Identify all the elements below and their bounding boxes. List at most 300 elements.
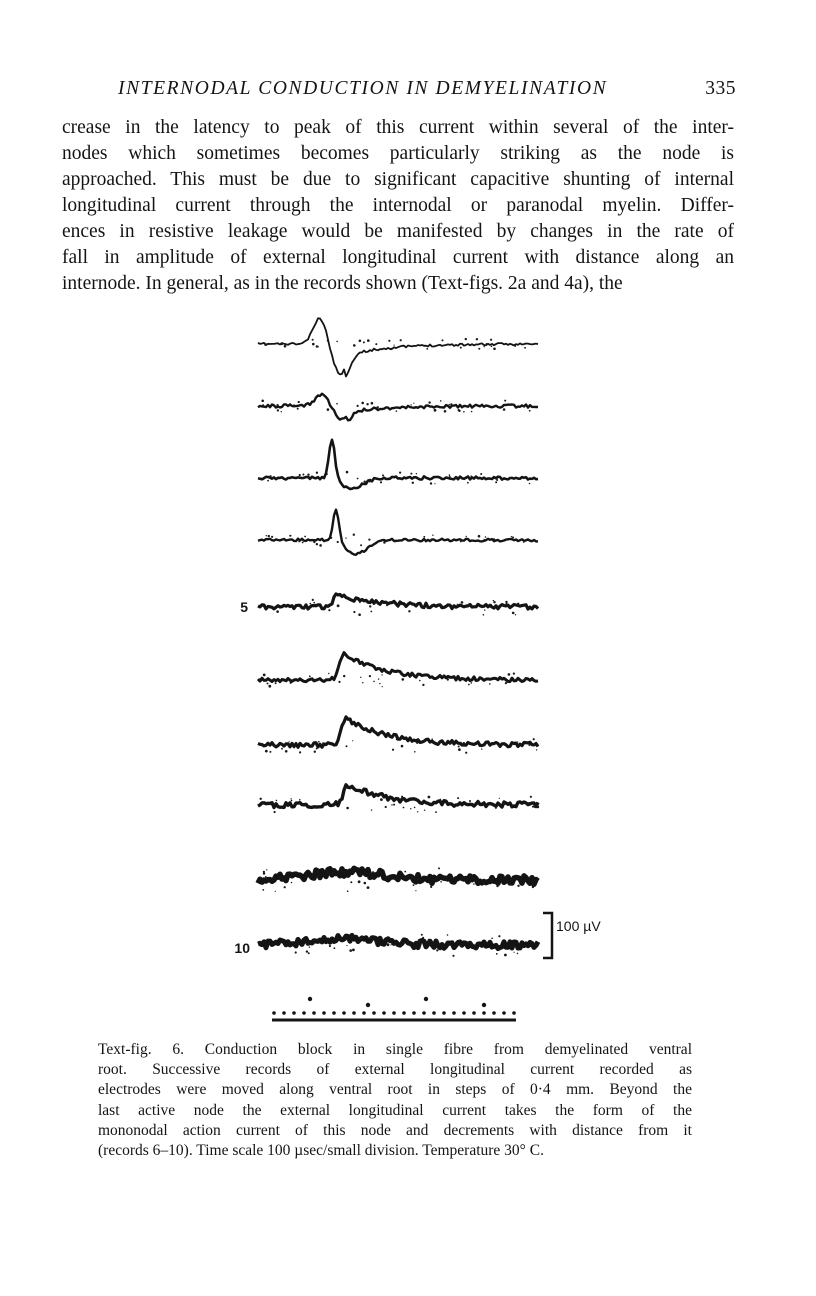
time-scale-small-dot xyxy=(302,1011,306,1015)
trace-speckle xyxy=(295,951,297,953)
trace-speckle xyxy=(458,746,460,748)
trace-speckle xyxy=(270,877,271,878)
trace-speckle xyxy=(330,537,332,539)
time-scale xyxy=(272,997,516,1020)
trace-speckle xyxy=(388,340,390,342)
trace-speckle xyxy=(360,544,362,546)
trace-speckle xyxy=(413,884,415,886)
time-scale-small-dot xyxy=(332,1011,336,1015)
trace-speckle xyxy=(316,472,318,474)
body-line: longitudinal current through the internodal or paranodal myelin. Differ- xyxy=(62,195,734,216)
trace-speckle xyxy=(447,678,449,680)
trace-speckle xyxy=(398,603,400,605)
trace-speckle xyxy=(456,476,458,478)
trace-speckle xyxy=(411,404,412,405)
trace-speckle xyxy=(493,600,494,601)
trace-speckle xyxy=(316,543,318,545)
trace-speckle xyxy=(512,536,514,538)
trace-speckle xyxy=(403,807,405,809)
trace-speckle xyxy=(358,880,361,883)
trace-record-2 xyxy=(258,394,538,421)
trace-speckle xyxy=(361,402,364,405)
trace-record-8 xyxy=(258,785,538,808)
trace-speckle xyxy=(315,604,317,606)
trace-speckle xyxy=(308,952,310,954)
trace-speckle xyxy=(349,599,350,600)
trace-speckle xyxy=(517,885,519,887)
trace-speckle xyxy=(400,339,402,341)
trace-speckle xyxy=(362,682,363,683)
time-scale-small-dot xyxy=(442,1011,446,1015)
time-scale-small-dot xyxy=(292,1011,296,1015)
trace-speckle xyxy=(423,536,425,538)
trace-speckle xyxy=(367,886,370,889)
caption-line: last active node the external longitudinal current takes the form of the xyxy=(98,1101,692,1119)
trace-speckle xyxy=(391,736,393,738)
trace-speckle xyxy=(386,604,388,606)
trace-speckle xyxy=(391,944,392,945)
trace-speckle xyxy=(503,408,506,411)
trace-speckle xyxy=(513,673,515,675)
trace-speckle xyxy=(418,940,420,942)
trace-speckle xyxy=(447,934,449,936)
trace-speckle xyxy=(286,681,287,682)
body-line: approached. This must be due to significant capacitive shunting of internal xyxy=(62,169,734,190)
caption-line: mononodal action current of this node and decrements with distance from it xyxy=(98,1121,692,1139)
trace-speckle xyxy=(396,410,398,412)
trace-speckle xyxy=(416,674,419,677)
trace-speckle xyxy=(470,475,472,477)
trace-speckle xyxy=(457,604,458,605)
trace-speckle xyxy=(473,883,475,885)
trace-speckle xyxy=(505,682,507,684)
trace-speckle xyxy=(375,343,377,345)
trace-speckle xyxy=(533,738,535,740)
trace-speckle xyxy=(461,601,464,604)
trace-speckle xyxy=(293,404,296,407)
trace-speckle xyxy=(337,541,339,543)
trace-speckle xyxy=(353,344,356,347)
trace-speckle xyxy=(390,348,392,350)
trace-speckle xyxy=(505,601,507,603)
trace-speckle xyxy=(512,612,515,615)
trace-speckle xyxy=(267,683,269,685)
trace-speckle xyxy=(401,796,403,798)
time-scale-small-dot xyxy=(342,1011,346,1015)
trace-speckle xyxy=(531,941,533,943)
trace-speckle xyxy=(417,811,418,812)
trace-speckle xyxy=(266,869,267,870)
trace-speckle xyxy=(276,800,278,802)
trace-speckle xyxy=(504,604,506,606)
trace-speckle xyxy=(313,602,315,604)
trace-speckle xyxy=(460,742,462,744)
trace-speckle xyxy=(348,941,350,943)
trace-speckle xyxy=(428,796,431,799)
caption-line: root. Successive records of external longitudinal current recorded as xyxy=(98,1061,692,1079)
trace-speckle xyxy=(515,614,516,615)
trace-speckle xyxy=(428,401,430,403)
trace-speckle xyxy=(450,403,452,405)
trace-speckle xyxy=(528,744,530,746)
trace-speckle xyxy=(442,339,444,341)
trace-speckle xyxy=(440,881,442,883)
time-scale-small-dot xyxy=(422,1011,426,1015)
trace-speckle xyxy=(263,872,265,874)
trace-speckle xyxy=(410,473,412,475)
trace-speckle xyxy=(307,474,309,476)
trace-speckle xyxy=(312,343,315,346)
trace-speckle xyxy=(468,684,470,686)
trace-speckle xyxy=(439,799,441,801)
trace-speckle xyxy=(471,682,473,684)
trace-speckle xyxy=(308,476,311,479)
trace-speckle xyxy=(421,934,423,936)
time-scale-major-dot xyxy=(424,997,428,1001)
trace-speckle xyxy=(533,744,535,746)
trace-speckle xyxy=(382,474,384,476)
time-scale-small-dot xyxy=(322,1011,326,1015)
trace-speckle xyxy=(378,678,379,679)
trace-speckle xyxy=(419,680,421,682)
trace-speckle xyxy=(529,410,531,412)
trace-speckle xyxy=(495,481,497,483)
trace-speckle xyxy=(346,945,347,946)
oscillograph-traces xyxy=(258,318,539,957)
time-scale-small-dot xyxy=(452,1011,456,1015)
caption-line: Text-fig. 6. Conduction block in single fibre from demyelinated ventral xyxy=(98,1041,692,1058)
trace-speckle xyxy=(340,869,342,871)
trace-speckle xyxy=(508,673,511,676)
trace-speckle xyxy=(460,347,462,349)
trace-speckle xyxy=(438,867,440,869)
trace-speckle xyxy=(260,798,262,800)
trace-speckle xyxy=(338,681,340,683)
time-scale-small-dot xyxy=(482,1011,486,1015)
trace-speckle xyxy=(397,945,399,947)
trace-speckle xyxy=(491,346,493,348)
trace-speckle xyxy=(430,482,432,484)
trace-speckle xyxy=(262,889,264,891)
trace-speckle xyxy=(469,800,471,802)
trace-speckle xyxy=(345,537,346,538)
trace-speckle xyxy=(485,536,487,538)
time-scale-small-dot xyxy=(432,1011,436,1015)
trace-speckle xyxy=(517,741,518,742)
trace-speckle xyxy=(436,949,438,951)
time-scale-small-dot xyxy=(512,1011,516,1015)
trace-speckle xyxy=(466,536,467,537)
trace-speckle xyxy=(316,748,318,750)
trace-speckle xyxy=(425,675,427,677)
trace-speckle xyxy=(481,748,482,749)
trace-speckle xyxy=(371,402,374,405)
trace-speckle xyxy=(490,339,492,341)
trace-speckle xyxy=(363,341,365,343)
trace-speckle xyxy=(440,605,442,607)
trace-speckle xyxy=(261,400,264,403)
trace-speckle xyxy=(452,955,454,957)
body-line: fall in amplitude of external longitudinal current with distance along an xyxy=(62,247,734,268)
trace-speckle xyxy=(526,539,527,540)
trace-speckle xyxy=(401,745,404,748)
trace-speckle xyxy=(298,401,300,403)
trace-speckle xyxy=(380,481,382,483)
trace-speckle xyxy=(377,406,379,408)
trace-speckle xyxy=(327,408,330,411)
trace-speckle xyxy=(423,740,425,742)
trace-speckle xyxy=(369,675,371,677)
time-scale-small-dot xyxy=(372,1011,376,1015)
trace-speckle xyxy=(471,411,473,413)
trace-speckle xyxy=(309,946,310,947)
trace-speckle xyxy=(336,403,338,405)
trace-speckle xyxy=(313,541,315,543)
time-scale-major-dot xyxy=(308,997,312,1001)
trace-speckle xyxy=(314,751,316,753)
trace-speckle xyxy=(326,473,328,475)
figure-caption xyxy=(98,1040,692,1161)
trace-speckle xyxy=(379,683,380,684)
trace-speckle xyxy=(399,472,401,474)
amplitude-scale-bar xyxy=(543,913,552,958)
trace-speckle xyxy=(346,807,349,810)
trace-speckle xyxy=(424,810,425,811)
trace-speckle xyxy=(312,599,314,601)
trace-record-4 xyxy=(258,510,538,555)
time-scale-small-dot xyxy=(352,1011,356,1015)
trace-speckle xyxy=(444,410,447,413)
trace-speckle xyxy=(422,684,424,686)
trace-speckle xyxy=(493,601,495,603)
trace-speckle xyxy=(514,345,516,347)
time-scale-small-dot xyxy=(312,1011,316,1015)
scale-bar-label: 100 µV xyxy=(556,918,601,934)
trace-speckle xyxy=(536,749,537,750)
trace-speckle xyxy=(504,954,507,957)
trace-speckle xyxy=(359,340,362,343)
time-scale-small-dot xyxy=(492,1011,496,1015)
trace-speckle xyxy=(281,411,282,412)
trace-speckle xyxy=(493,538,495,540)
trace-speckle xyxy=(523,944,524,945)
trace-speckle xyxy=(302,474,304,476)
trace-speckle xyxy=(298,541,300,543)
trace-speckle xyxy=(294,747,295,748)
trace-speckle xyxy=(486,343,488,345)
trace-speckle xyxy=(370,611,372,613)
trace-speckle xyxy=(317,869,319,871)
body-line: ences in resistive leakage would be manifested by changes in the rate of xyxy=(62,221,734,242)
trace-speckle xyxy=(422,937,424,939)
trace-speckle xyxy=(394,345,395,346)
trace-speckle xyxy=(312,339,314,341)
oscillograph-figure xyxy=(0,310,816,1030)
page-number: 335 xyxy=(705,78,736,99)
trace-speckle xyxy=(289,535,291,537)
caption-line: (records 6–10). Time scale 100 µsec/small division. Temperature 30° C. xyxy=(98,1141,544,1159)
time-scale-small-dot xyxy=(472,1011,476,1015)
body-line: internode. In general, as in the records shown (Text-figs. 2a and 4a), the xyxy=(62,273,623,294)
trace-speckle xyxy=(328,609,330,611)
trace-speckle xyxy=(513,945,515,947)
trace-speckle xyxy=(368,539,370,541)
caption-line: electrodes were moved along ventral root in steps of 0·4 mm. Beyond the xyxy=(98,1081,692,1099)
trace-speckle xyxy=(532,886,534,888)
trace-speckle xyxy=(367,339,370,342)
trace-speckle xyxy=(414,807,416,809)
trace-speckle xyxy=(349,949,352,952)
trace-speckle xyxy=(267,480,269,482)
trace-speckle xyxy=(365,600,367,602)
trace-speckle xyxy=(306,950,308,952)
trace-speckle xyxy=(359,937,362,940)
trace-speckle xyxy=(491,938,493,940)
trace-speckle xyxy=(299,799,301,801)
trace-speckle xyxy=(364,481,366,483)
trace-speckle xyxy=(426,348,428,350)
trace-speckle xyxy=(357,478,359,480)
trace-speckle xyxy=(529,946,531,948)
trace-speckle xyxy=(449,475,450,476)
trace-speckle xyxy=(284,345,287,348)
time-scale-small-dot xyxy=(462,1011,466,1015)
trace-speckle xyxy=(387,875,390,878)
trace-speckle xyxy=(290,682,292,684)
trace-speckle xyxy=(343,675,345,677)
trace-speckle xyxy=(309,675,311,677)
time-scale-major-dot xyxy=(366,1003,370,1007)
trace-speckle xyxy=(338,478,340,480)
running-title: INTERNODAL CONDUCTION IN DEMYELINATION xyxy=(118,78,608,99)
trace-speckle xyxy=(275,891,276,892)
trace-record-6 xyxy=(258,653,538,682)
trace-speckle xyxy=(302,542,304,544)
trace-speckle xyxy=(274,811,276,813)
trace-speckle xyxy=(364,882,367,885)
trace-speckle xyxy=(484,346,485,347)
trace-speckle xyxy=(268,535,270,537)
trace-speckle xyxy=(275,682,277,684)
trace-speckle xyxy=(373,681,375,683)
trace-speckle xyxy=(299,751,301,753)
trace-speckle xyxy=(408,610,410,612)
trace-speckle xyxy=(484,539,486,541)
trace-speckle xyxy=(310,603,312,605)
trace-speckle xyxy=(392,749,394,751)
trace-speckle xyxy=(402,678,405,681)
record-label-10: 10 xyxy=(234,940,250,956)
trace-speckle xyxy=(262,404,264,406)
trace-speckle xyxy=(277,409,279,411)
trace-speckle xyxy=(319,544,322,547)
trace-speckle xyxy=(440,400,442,402)
time-scale-small-dot xyxy=(272,1011,276,1015)
time-scale-small-dot xyxy=(382,1011,386,1015)
trace-speckle xyxy=(412,482,414,484)
trace-speckle xyxy=(337,604,340,607)
record-label-5: 5 xyxy=(240,599,248,615)
trace-speckle xyxy=(457,797,459,799)
trace-speckle xyxy=(291,800,293,802)
trace-speckle xyxy=(352,740,353,741)
running-header xyxy=(118,78,736,106)
trace-speckle xyxy=(359,602,360,603)
trace-speckle xyxy=(382,686,383,687)
trace-speckle xyxy=(478,348,480,350)
trace-speckle xyxy=(493,348,496,351)
trace-record-7 xyxy=(258,717,538,747)
trace-speckle xyxy=(360,677,361,678)
trace-speckle xyxy=(285,750,288,753)
time-scale-small-dot xyxy=(402,1011,406,1015)
trace-speckle xyxy=(270,475,272,477)
trace-speckle xyxy=(514,952,515,953)
trace-record-5 xyxy=(258,594,538,609)
trace-speckle xyxy=(265,750,268,753)
trace-speckle xyxy=(417,539,419,541)
trace-speckle xyxy=(496,479,498,481)
trace-speckle xyxy=(300,404,302,406)
trace-speckle xyxy=(434,483,435,484)
time-scale-small-dot xyxy=(502,1011,506,1015)
trace-speckle xyxy=(404,871,406,873)
trace-speckle xyxy=(523,881,525,883)
time-scale-small-dot xyxy=(412,1011,416,1015)
trace-speckle xyxy=(478,535,481,538)
trace-speckle xyxy=(394,540,396,542)
trace-speckle xyxy=(286,344,288,346)
time-scale-small-dot xyxy=(392,1011,396,1015)
trace-speckle xyxy=(329,945,331,947)
body-paragraph xyxy=(62,115,734,297)
trace-speckle xyxy=(383,541,385,543)
trace-speckle xyxy=(396,739,398,741)
trace-speckle xyxy=(415,890,416,891)
trace-speckle xyxy=(482,881,484,883)
trace-speckle xyxy=(266,535,267,536)
trace-speckle xyxy=(491,604,492,605)
trace-speckle xyxy=(336,341,338,343)
trace-speckle xyxy=(495,807,497,809)
trace-speckle xyxy=(291,882,292,883)
trace-speckle xyxy=(280,342,283,345)
trace-speckle xyxy=(299,474,301,476)
trace-speckle xyxy=(284,886,286,888)
trace-speckle xyxy=(263,674,266,677)
trace-speckle xyxy=(271,536,273,538)
trace-speckle xyxy=(499,798,500,799)
trace-speckle xyxy=(297,408,299,410)
trace-speckle xyxy=(334,947,336,949)
trace-speckle xyxy=(369,480,371,482)
trace-speckle xyxy=(276,610,279,613)
trace-speckle xyxy=(358,613,361,616)
trace-speckle xyxy=(430,886,432,888)
trace-speckle xyxy=(385,806,387,808)
trace-speckle xyxy=(511,536,512,537)
trace-speckle xyxy=(366,403,368,405)
time-scale-small-dot xyxy=(362,1011,366,1015)
trace-record-9 xyxy=(258,868,538,884)
trace-speckle xyxy=(498,935,500,937)
trace-record-1 xyxy=(258,318,538,376)
trace-speckle xyxy=(470,877,471,878)
trace-speckle xyxy=(460,541,462,543)
trace-speckle xyxy=(372,871,375,874)
trace-speckle xyxy=(458,409,460,411)
trace-speckle xyxy=(463,411,465,413)
